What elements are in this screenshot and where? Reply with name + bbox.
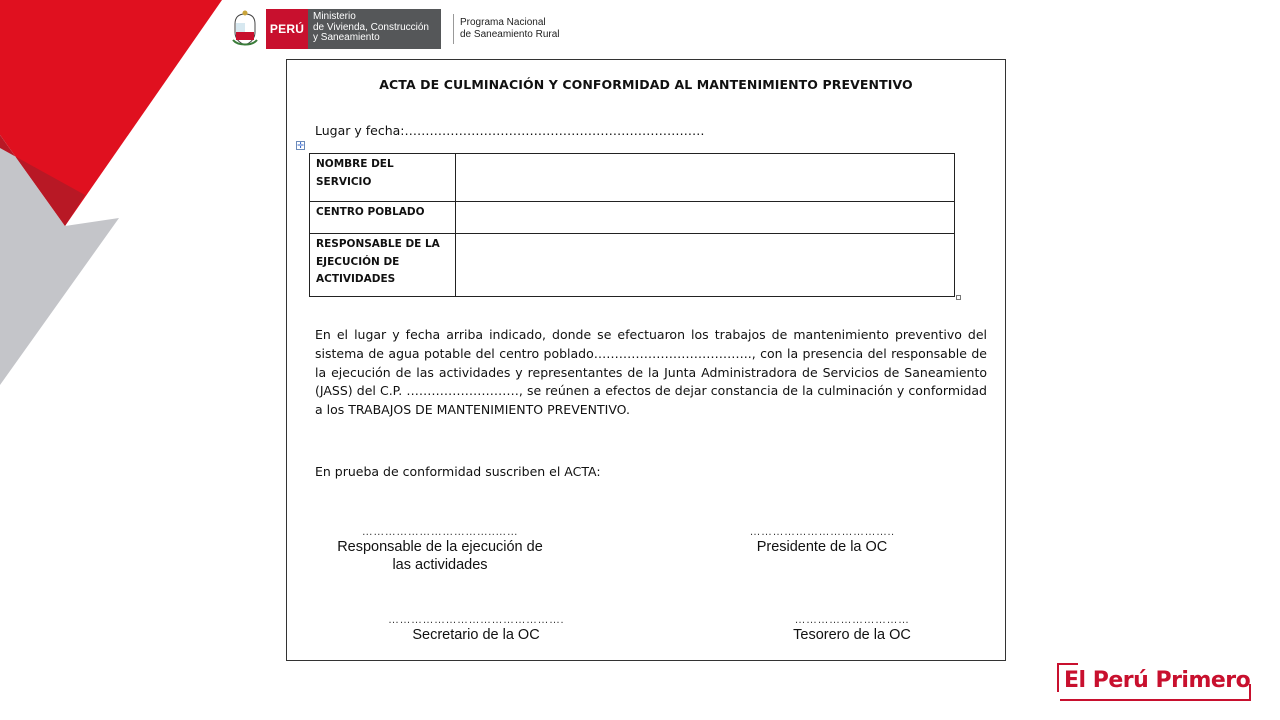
signature-role: Tesorero de la OC [793,627,911,643]
table-row [310,234,955,297]
signature-block-treasurer [767,614,937,644]
program-line: de Saneamiento Rural [460,29,560,40]
decorative-corner-shapes [0,0,240,400]
signature-line: ……………………………..…… [361,526,519,538]
place-date-line: Lugar y fecha:……………………………………………………………… [315,123,705,138]
document-title: ACTA DE CULMINACIÓN Y CONFORMIDAD AL MANTENIMIENTO PREVENTIVO [379,77,913,92]
brand-text: El Perú Primero [1064,668,1251,693]
acta-document [286,59,1006,661]
coat-of-arms-icon [230,10,260,48]
signature-block-responsible [315,526,565,574]
table-value-cell[interactable] [456,234,955,297]
signature-line: ……………………………….. [749,526,895,538]
table-label-cell: RESPONSABLE DE LA EJECUCIÓN DE ACTIVIDADES [310,234,456,297]
table-label-cell: CENTRO POBLADO [310,202,456,234]
ministry-line: Ministerio [313,11,356,22]
signature-block-president [717,526,927,556]
ministry-name [308,9,441,49]
table-resize-handle[interactable] [956,295,961,300]
proof-statement: En prueba de conformidad suscriben el ACTA: [315,464,601,479]
el-peru-primero-logo [1056,662,1252,702]
table-move-handle-icon[interactable]: ✛ [297,141,304,150]
signature-role: Responsable de la ejecución de las actividades [337,539,543,573]
table-value-cell[interactable] [456,154,955,202]
signature-block-secretary [353,614,599,644]
signature-line: ………………………… [794,614,910,626]
peru-label: PERÚ [266,9,308,49]
program-line: Programa Nacional [460,17,546,28]
service-info-table [309,153,955,297]
signature-role: Presidente de la OC [756,539,888,555]
table-value-cell[interactable] [456,202,955,234]
body-paragraph: En el lugar y fecha arriba indicado, donde se efectuaron los trabajos de mantenimiento preventivo del sistema de agua potable del centro poblado……………………………….., con la presencia del responsable de la ejecución de las actividades y representantes de la Junta Administradora de Servicios de Saneamiento (JASS) del C.P. ………………………, se reúnen a efectos de dejar constancia de la culminación y conformidad a los TRABAJOS DE MANTENIMIENTO PREVENTIVO. [315,327,987,418]
ministry-line: de Vivienda, Construcción [313,21,429,33]
signature-line: ………………………………………. [387,614,565,626]
ministry-header [230,8,560,50]
ministry-line: y Saneamiento [313,32,380,43]
table-label-cell: NOMBRE DEL SERVICIO [310,154,456,202]
table-row [310,154,955,202]
signature-role: Secretario de la OC [412,627,540,643]
table-row [310,202,955,234]
program-name [453,14,560,44]
